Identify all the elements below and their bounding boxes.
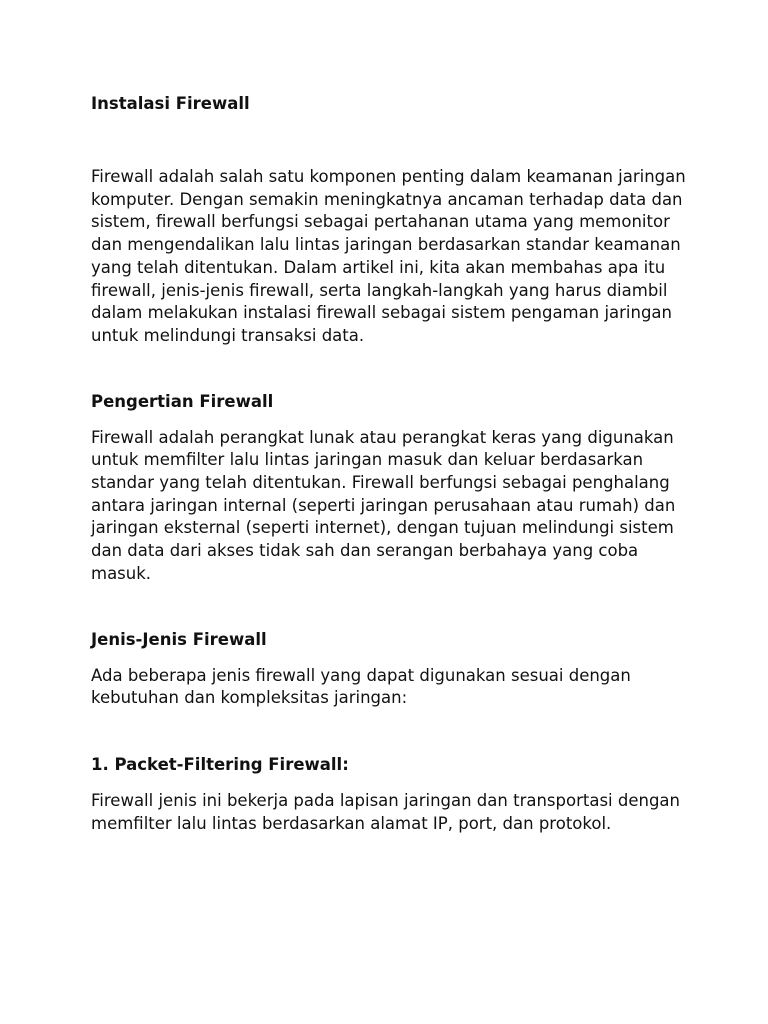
section-body-packet-filtering: Firewall jenis ini bekerja pada lapisan jaringan dan transportasi dengan memfilter lalu lintas berdasarkan alamat IP, port, dan protokol. xyxy=(91,790,680,833)
section-heading-pengertian: Pengertian Firewall xyxy=(91,391,274,411)
document-title: Instalasi Firewall xyxy=(91,94,250,113)
section-heading-packet-filtering: 1. Packet-Filtering Firewall: xyxy=(91,754,349,774)
section-heading-jenis: Jenis-Jenis Firewall xyxy=(91,629,267,649)
section-body-pengertian: Firewall adalah perangkat lunak atau perangkat keras yang digunakan untuk memfilter lalu lintas jaringan masuk dan keluar berdasarkan standar yang telah ditentukan. Firewall berfungsi sebagai penghalang antara jaringan internal (seperti jaringan perusahaan atau rumah) dan jaringan eksternal (seperti internet), dengan tujuan melindungi sistem dan data dari akses tidak sah dan serangan berbahaya yang coba masuk. xyxy=(91,427,676,583)
section-body-jenis: Ada beberapa jenis firewall yang dapat digunakan sesuai dengan kebutuhan dan kompleksitas jaringan: xyxy=(91,665,631,708)
intro-paragraph: Firewall adalah salah satu komponen penting dalam keamanan jaringan komputer. Dengan semakin meningkatnya ancaman terhadap data dan sistem, firewall berfungsi sebagai pertahanan utama yang memonitor dan mengendalikan lalu lintas jaringan berdasarkan standar keamanan yang telah ditentukan. Dalam artikel ini, kita akan membahas apa itu firewall, jenis-jenis firewall, serta langkah-langkah yang harus diambil dalam melakukan instalasi firewall sebagai sistem pengaman jaringan untuk melindungi transaksi data. xyxy=(91,167,686,345)
document-page xyxy=(91,93,691,835)
